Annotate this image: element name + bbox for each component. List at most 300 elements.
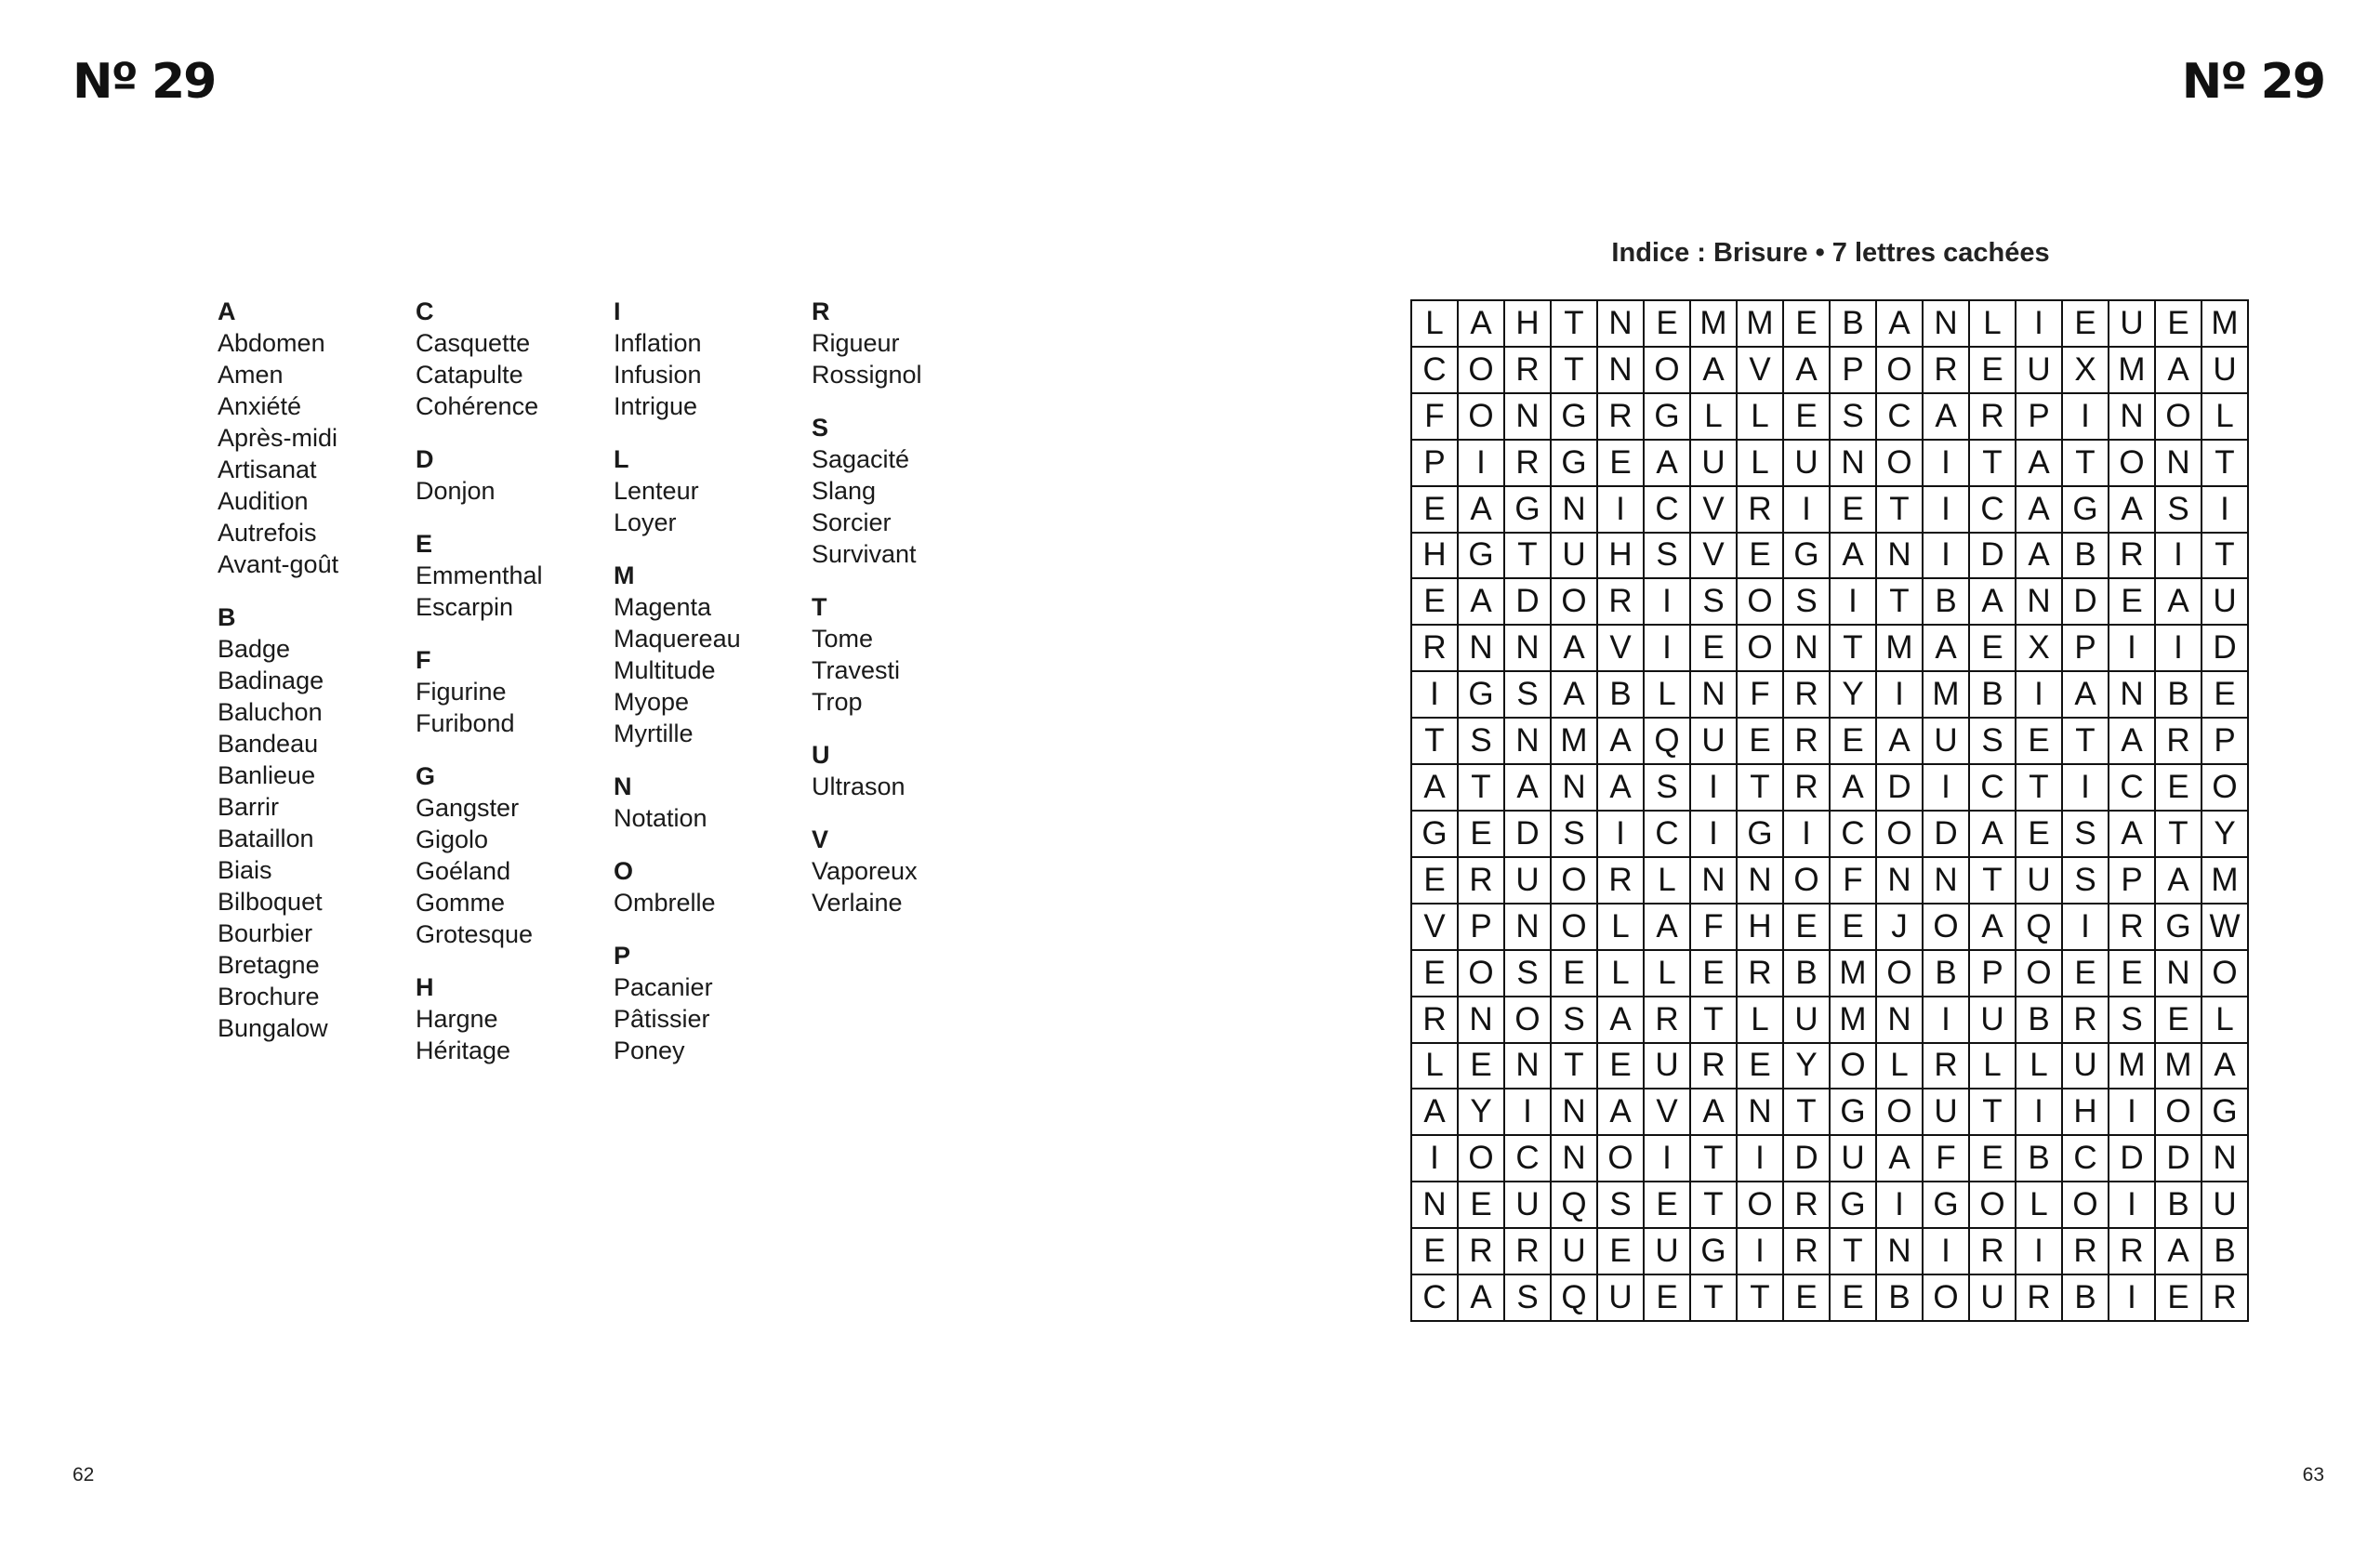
grid-cell: N — [1505, 394, 1552, 441]
grid-cell: T — [2063, 719, 2109, 765]
grid-cell: S — [1970, 719, 2016, 765]
grid-cell: M — [1552, 719, 1598, 765]
word-item: Maquereau — [614, 625, 741, 653]
word-item: Escarpin — [416, 593, 514, 621]
grid-cell: N — [1505, 626, 1552, 672]
grid-cell: G — [1505, 487, 1552, 534]
grid-cell: R — [2156, 719, 2202, 765]
grid-cell: Q — [1552, 1182, 1598, 1229]
grid-cell: N — [1924, 858, 1970, 905]
grid-cell: Y — [2202, 812, 2249, 858]
grid-cell: U — [1970, 997, 2016, 1044]
grid-cell: O — [1552, 579, 1598, 626]
word-item: Multitude — [614, 656, 716, 684]
grid-cell: N — [1738, 1089, 1784, 1136]
word-item: Gomme — [416, 889, 506, 917]
grid-cell: N — [2156, 951, 2202, 997]
grid-cell: C — [2109, 765, 2156, 812]
word-item: Hargne — [416, 1005, 498, 1033]
grid-cell: M — [2109, 348, 2156, 394]
grid-cell: N — [1552, 487, 1598, 534]
grid-cell: A — [1412, 765, 1459, 812]
word-item: Gigolo — [416, 825, 489, 853]
grid-cell: B — [1831, 301, 1877, 348]
grid-cell: R — [2109, 1229, 2156, 1275]
grid-cell: E — [2109, 579, 2156, 626]
grid-cell: B — [2156, 1182, 2202, 1229]
grid-cell: U — [1831, 1136, 1877, 1182]
grid-cell: D — [2156, 1136, 2202, 1182]
word-item: Figurine — [416, 678, 507, 706]
grid-cell: D — [2109, 1136, 2156, 1182]
grid-cell: E — [1412, 1229, 1459, 1275]
grid-cell: U — [2202, 1182, 2249, 1229]
grid-cell: T — [1691, 1275, 1738, 1322]
grid-cell: M — [2109, 1044, 2156, 1090]
grid-cell: L — [1645, 672, 1691, 719]
word-item: Barrir — [218, 793, 279, 821]
grid-cell: I — [1831, 579, 1877, 626]
word-item: Infusion — [614, 361, 702, 389]
grid-cell: E — [1831, 1275, 1877, 1322]
grid-cell: O — [1552, 858, 1598, 905]
grid-cell: R — [2109, 534, 2156, 580]
word-list — [218, 296, 1010, 1088]
grid-cell: R — [1970, 1229, 2016, 1275]
grid-cell: S — [1505, 672, 1552, 719]
grid-cell: C — [1645, 812, 1691, 858]
grid-cell: H — [1505, 301, 1552, 348]
grid-cell: L — [1598, 905, 1645, 951]
word-item: Loyer — [614, 508, 677, 536]
grid-cell: U — [1505, 1182, 1552, 1229]
grid-cell: A — [2063, 672, 2109, 719]
grid-cell: I — [1784, 487, 1831, 534]
grid-cell: S — [1598, 1182, 1645, 1229]
grid-cell: O — [1924, 905, 1970, 951]
grid-cell: C — [1877, 394, 1924, 441]
grid-cell: R — [1645, 997, 1691, 1044]
grid-cell: R — [1784, 765, 1831, 812]
grid-cell: E — [2063, 301, 2109, 348]
grid-cell: I — [2063, 765, 2109, 812]
grid-cell: M — [1924, 672, 1970, 719]
word-item: Pacanier — [614, 973, 713, 1001]
grid-cell: N — [1691, 672, 1738, 719]
page-number-right: 63 — [2302, 1464, 2324, 1486]
grid-cell: I — [2109, 1275, 2156, 1322]
grid-cell: H — [2063, 1089, 2109, 1136]
grid-cell: A — [1877, 301, 1924, 348]
group-letter: P — [614, 942, 631, 970]
grid-cell: S — [2063, 812, 2109, 858]
letter-group — [416, 296, 614, 422]
letter-group — [416, 760, 614, 950]
grid-cell: C — [1505, 1136, 1552, 1182]
grid-cell: O — [1877, 951, 1924, 997]
grid-cell: U — [1691, 719, 1738, 765]
grid-cell: P — [1412, 441, 1459, 487]
grid-cell: U — [2016, 858, 2063, 905]
puzzle-number-left: Nº 29 — [73, 54, 216, 110]
grid-cell: I — [1924, 441, 1970, 487]
grid-cell: A — [1831, 765, 1877, 812]
letter-group — [812, 591, 1010, 718]
word-item: Héritage — [416, 1037, 511, 1064]
grid-cell: A — [1877, 1136, 1924, 1182]
letter-group — [218, 296, 416, 580]
grid-cell: T — [2156, 812, 2202, 858]
grid-cell: S — [1505, 1275, 1552, 1322]
grid-cell: I — [2109, 1182, 2156, 1229]
grid-cell: A — [2109, 487, 2156, 534]
grid-cell: S — [1784, 579, 1831, 626]
grid-cell: U — [2016, 348, 2063, 394]
grid-cell: R — [1784, 1182, 1831, 1229]
grid-cell: A — [1924, 394, 1970, 441]
grid-cell: A — [1552, 672, 1598, 719]
grid-cell: E — [1459, 812, 1505, 858]
grid-cell: U — [1924, 1089, 1970, 1136]
word-item: Myope — [614, 688, 690, 716]
grid-cell: S — [2156, 487, 2202, 534]
grid-cell: A — [2202, 1044, 2249, 1090]
grid-cell: A — [1691, 348, 1738, 394]
word-item: Audition — [218, 487, 309, 515]
grid-cell: O — [2063, 1182, 2109, 1229]
grid-cell: A — [1924, 626, 1970, 672]
grid-cell: S — [2063, 858, 2109, 905]
grid-cell: O — [1738, 1182, 1784, 1229]
grid-cell: E — [1645, 1275, 1691, 1322]
grid-cell: L — [1738, 441, 1784, 487]
grid-cell: R — [1924, 348, 1970, 394]
word-item: Catapulte — [416, 361, 523, 389]
grid-cell: Q — [1552, 1275, 1598, 1322]
grid-cell: A — [1598, 719, 1645, 765]
grid-cell: L — [1691, 394, 1738, 441]
grid-cell: G — [2063, 487, 2109, 534]
grid-cell: I — [1924, 765, 1970, 812]
grid-cell: N — [1831, 441, 1877, 487]
word-item: Travesti — [812, 656, 901, 684]
grid-cell: I — [1412, 672, 1459, 719]
grid-cell: I — [1877, 672, 1924, 719]
grid-cell: B — [2016, 997, 2063, 1044]
word-item: Donjon — [416, 477, 496, 505]
grid-cell: R — [1784, 672, 1831, 719]
grid-cell: Y — [1459, 1089, 1505, 1136]
grid-cell: V — [1691, 487, 1738, 534]
grid-cell: T — [1691, 1136, 1738, 1182]
letter-group — [218, 601, 416, 1044]
grid-cell: E — [1412, 487, 1459, 534]
grid-cell: T — [1552, 348, 1598, 394]
grid-cell: G — [1831, 1089, 1877, 1136]
grid-cell: U — [1645, 1229, 1691, 1275]
grid-cell: M — [2202, 301, 2249, 348]
grid-cell: P — [2202, 719, 2249, 765]
grid-cell: R — [1784, 1229, 1831, 1275]
grid-cell: L — [2202, 394, 2249, 441]
grid-cell: R — [1691, 1044, 1738, 1090]
word-item: Tome — [812, 625, 874, 653]
grid-cell: B — [1970, 672, 2016, 719]
letter-group — [812, 824, 1010, 918]
grid-cell: X — [2063, 348, 2109, 394]
grid-cell: A — [2109, 719, 2156, 765]
group-letter: D — [416, 445, 434, 473]
grid-cell: O — [2202, 951, 2249, 997]
grid-cell: E — [2156, 997, 2202, 1044]
grid-cell: T — [1552, 301, 1598, 348]
grid-cell: A — [1877, 719, 1924, 765]
grid-cell: E — [1970, 348, 2016, 394]
grid-cell: C — [1831, 812, 1877, 858]
grid-cell: V — [1691, 534, 1738, 580]
grid-cell: I — [2016, 672, 2063, 719]
grid-cell: A — [1645, 905, 1691, 951]
grid-cell: M — [2202, 858, 2249, 905]
grid-cell: E — [2202, 672, 2249, 719]
grid-cell: E — [2016, 812, 2063, 858]
grid-cell: R — [1412, 626, 1459, 672]
grid-cell: E — [1784, 1275, 1831, 1322]
grid-cell: A — [1598, 1089, 1645, 1136]
grid-cell: E — [1598, 1044, 1645, 1090]
grid-cell: T — [1970, 858, 2016, 905]
letter-group — [614, 296, 812, 422]
grid-cell: N — [2109, 672, 2156, 719]
grid-cell: N — [1877, 1229, 1924, 1275]
grid-cell: I — [1691, 765, 1738, 812]
grid-cell: L — [2202, 997, 2249, 1044]
grid-cell: I — [1738, 1229, 1784, 1275]
group-letter: E — [416, 530, 433, 558]
word-item: Rigueur — [812, 329, 900, 357]
grid-cell: R — [1738, 951, 1784, 997]
grid-cell: U — [1598, 1275, 1645, 1322]
grid-cell: M — [1831, 951, 1877, 997]
grid-cell: G — [1459, 534, 1505, 580]
grid-cell: G — [1552, 394, 1598, 441]
grid-cell: L — [2016, 1044, 2063, 1090]
word-item: Sorcier — [812, 508, 892, 536]
grid-cell: O — [1831, 1044, 1877, 1090]
grid-cell: P — [1970, 951, 2016, 997]
word-item: Ultrason — [812, 772, 906, 800]
grid-cell: R — [2016, 1275, 2063, 1322]
grid-cell: F — [1412, 394, 1459, 441]
grid-cell: E — [1412, 579, 1459, 626]
word-item: Vaporeux — [812, 857, 918, 885]
grid-cell: L — [1738, 997, 1784, 1044]
grid-cell: O — [1784, 858, 1831, 905]
grid-cell: R — [1784, 719, 1831, 765]
grid-cell: A — [1645, 441, 1691, 487]
grid-cell: O — [1505, 997, 1552, 1044]
grid-cell: N — [1784, 626, 1831, 672]
group-letter: L — [614, 445, 629, 473]
grid-cell: T — [1738, 765, 1784, 812]
letter-group — [812, 296, 1010, 390]
grid-cell: I — [1691, 812, 1738, 858]
word-item: Survivant — [812, 540, 917, 568]
grid-cell: B — [2202, 1229, 2249, 1275]
grid-cell: D — [1970, 534, 2016, 580]
grid-cell: D — [1924, 812, 1970, 858]
grid-cell: A — [1598, 997, 1645, 1044]
word-item: Casquette — [416, 329, 531, 357]
grid-cell: R — [2063, 1229, 2109, 1275]
grid-cell: I — [1924, 1229, 1970, 1275]
grid-cell: G — [2202, 1089, 2249, 1136]
grid-cell: T — [1738, 1275, 1784, 1322]
grid-cell: R — [2063, 997, 2109, 1044]
grid-cell: T — [1459, 765, 1505, 812]
grid-cell: M — [1831, 997, 1877, 1044]
grid-cell: N — [1877, 997, 1924, 1044]
grid-cell: A — [2016, 487, 2063, 534]
grid-cell: U — [1505, 858, 1552, 905]
grid-cell: G — [1924, 1182, 1970, 1229]
grid-cell: L — [1598, 951, 1645, 997]
word-column — [218, 296, 416, 1088]
grid-cell: R — [1598, 394, 1645, 441]
grid-cell: E — [1412, 951, 1459, 997]
grid-cell: O — [1877, 441, 1924, 487]
grid-cell: O — [1738, 579, 1784, 626]
grid-cell: A — [2156, 858, 2202, 905]
grid-cell: O — [1877, 1089, 1924, 1136]
grid-cell: S — [1552, 997, 1598, 1044]
grid-cell: B — [1924, 579, 1970, 626]
grid-cell: O — [1877, 348, 1924, 394]
grid-cell: S — [1645, 765, 1691, 812]
group-letter: S — [812, 414, 829, 442]
grid-cell: T — [1505, 534, 1552, 580]
group-letter: G — [416, 762, 436, 790]
grid-cell: G — [1552, 441, 1598, 487]
grid-cell: V — [1412, 905, 1459, 951]
grid-cell: N — [2109, 394, 2156, 441]
page-number-left: 62 — [73, 1464, 95, 1486]
grid-cell: S — [1691, 579, 1738, 626]
grid-cell: X — [2016, 626, 2063, 672]
grid-cell: L — [1645, 951, 1691, 997]
grid-cell: N — [1598, 348, 1645, 394]
grid-cell: O — [2156, 1089, 2202, 1136]
grid-cell: G — [1691, 1229, 1738, 1275]
grid-cell: I — [2109, 626, 2156, 672]
grid-cell: C — [1412, 348, 1459, 394]
grid-cell: O — [1970, 1182, 2016, 1229]
grid-cell: M — [2156, 1044, 2202, 1090]
word-item: Furibond — [416, 709, 515, 737]
word-item: Anxiété — [218, 392, 302, 420]
word-item: Avant-goût — [218, 550, 339, 578]
grid-cell: L — [1412, 1044, 1459, 1090]
grid-cell: T — [1970, 1089, 2016, 1136]
grid-cell: C — [1645, 487, 1691, 534]
grid-cell: U — [2109, 301, 2156, 348]
word-item: Gangster — [416, 794, 520, 822]
word-item: Après-midi — [218, 424, 338, 452]
grid-cell: B — [1877, 1275, 1924, 1322]
grid-cell: U — [1691, 441, 1738, 487]
group-letter: F — [416, 646, 431, 674]
grid-cell: E — [1412, 858, 1459, 905]
grid-cell: E — [2156, 301, 2202, 348]
grid-cell: E — [1738, 534, 1784, 580]
letter-group — [614, 771, 812, 834]
grid-cell: S — [1552, 812, 1598, 858]
grid-cell: T — [1970, 441, 2016, 487]
grid-cell: O — [2202, 765, 2249, 812]
letter-grid — [1410, 299, 2249, 1322]
word-item: Bretagne — [218, 951, 320, 979]
grid-cell: C — [1970, 487, 2016, 534]
grid-cell: T — [1412, 719, 1459, 765]
grid-cell: A — [1970, 905, 2016, 951]
word-item: Poney — [614, 1037, 685, 1064]
grid-cell: I — [1598, 812, 1645, 858]
grid-cell: A — [1691, 1089, 1738, 1136]
word-item: Bataillon — [218, 825, 314, 852]
grid-cell: R — [1970, 394, 2016, 441]
grid-cell: U — [1924, 719, 1970, 765]
grid-cell: C — [1970, 765, 2016, 812]
grid-cell: V — [1738, 348, 1784, 394]
grid-cell: E — [1970, 626, 2016, 672]
grid-cell: E — [2063, 951, 2109, 997]
letter-group — [812, 412, 1010, 570]
grid-cell: H — [1598, 534, 1645, 580]
grid-cell: I — [2063, 905, 2109, 951]
grid-cell: T — [1831, 1229, 1877, 1275]
grid-cell: U — [1645, 1044, 1691, 1090]
grid-cell: E — [1691, 951, 1738, 997]
grid-cell: T — [1877, 579, 1924, 626]
grid-cell: N — [1505, 719, 1552, 765]
word-item: Badge — [218, 635, 291, 663]
word-item: Rossignol — [812, 361, 922, 389]
word-item: Slang — [812, 477, 877, 505]
grid-cell: E — [2156, 1275, 2202, 1322]
grid-cell: E — [2109, 951, 2156, 997]
grid-cell: D — [2063, 579, 2109, 626]
grid-cell: U — [2063, 1044, 2109, 1090]
word-item: Brochure — [218, 983, 320, 1010]
grid-cell: D — [1877, 765, 1924, 812]
grid-cell: C — [2063, 1136, 2109, 1182]
group-letter: U — [812, 741, 830, 769]
grid-cell: A — [1412, 1089, 1459, 1136]
grid-cell: T — [1691, 1182, 1738, 1229]
word-item: Banlieue — [218, 761, 316, 789]
grid-cell: I — [2202, 487, 2249, 534]
grid-cell: H — [1738, 905, 1784, 951]
word-item: Sagacité — [812, 445, 910, 473]
grid-cell: O — [1645, 348, 1691, 394]
grid-cell: Y — [1831, 672, 1877, 719]
grid-cell: T — [1691, 997, 1738, 1044]
grid-cell: Q — [1645, 719, 1691, 765]
grid-cell: O — [1552, 905, 1598, 951]
grid-cell: A — [1459, 487, 1505, 534]
grid-cell: R — [1505, 348, 1552, 394]
grid-cell: I — [1412, 1136, 1459, 1182]
